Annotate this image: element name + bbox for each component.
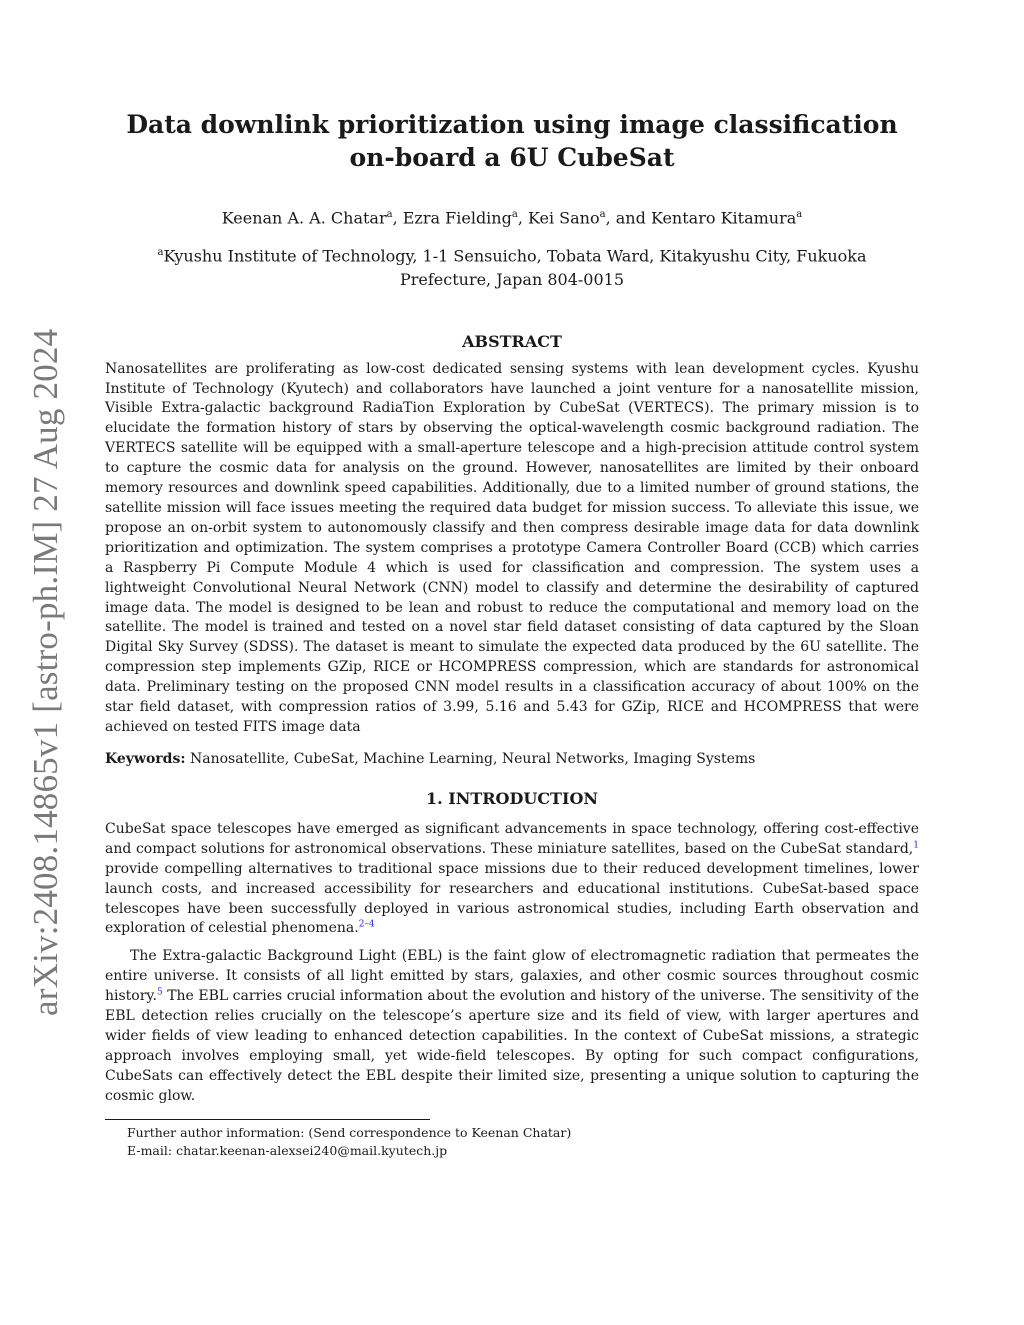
author-name: Ezra Fielding: [402, 208, 512, 228]
paragraph-text: CubeSat space telescopes have emerged as significant advancements in space technology, offering cost-effective and compact solutions for astronomical observations. These miniature satellites, based on the CubeSat standard,: [105, 820, 919, 857]
affiliation-text: Kyushu Institute of Technology, 1-1 Sensuicho, Tobata Ward, Kitakyushu City, Fukuoka Prefecture, Japan 804-0015: [163, 246, 867, 289]
author-list: [105, 204, 919, 229]
author-affiliation-mark: a: [511, 209, 518, 220]
paragraph-text: The Extra-galactic Background Light (EBL) is the faint glow of electromagnetic radiation that permeates the entire universe. It consists of all light emitted by stars, galaxies, and other cosmic sources throughout cosmic history.: [105, 948, 919, 1005]
paper-title: [105, 108, 919, 174]
author-affiliation-mark: a: [796, 209, 803, 220]
author-separator: ,: [517, 208, 528, 228]
author-name: Kei Sano: [527, 208, 600, 228]
paper-page: [105, 108, 919, 1160]
footnote-divider: [105, 1119, 430, 1120]
keywords-text: Nanosatellite, CubeSat, Machine Learning, Neural Networks, Imaging Systems: [189, 750, 756, 767]
keywords-line: [105, 749, 919, 769]
paragraph-text: provide compelling alternatives to traditional space missions due to their reduced development timelines, lower launch costs, and increased accessibility for researchers and educational institutions. CubeSat-based space telescopes have been successfully deployed in various astronomical studies, including Earth observation and exploration of celestial phenomena.: [105, 860, 919, 937]
footnote-author-info: Further author information: (Send correspondence to Keenan Chatar): [127, 1124, 572, 1140]
author-affiliation-mark: a: [386, 209, 393, 220]
author-separator: , and: [605, 208, 651, 228]
citation-link[interactable]: 2–4: [358, 919, 375, 930]
introduction-paragraph-2: [105, 947, 919, 1106]
author-name: Keenan A. A. Chatar: [221, 208, 387, 228]
citation-link[interactable]: 5: [156, 987, 163, 998]
abstract-text: Nanosatellites are proliferating as low-cost dedicated sensing systems with lean development cycles. Kyushu Institute of Technology (Kyutech) and collaborators have launched a joint venture for a nanosatellite mission, Visible Extra-galactic background RadiaTion Exploration by CubeSat (VERTECS). The primary mission is to elucidate the formation history of stars by observing the optical-wavelength cosmic background radiation. The VERTECS satellite will be equipped with a small-aperture telescope and a high-precision attitude control system to capture the cosmic data for analysis on the ground. However, nanosatellites are limited by their onboard memory resources and downlink speed capabilities. Additionally, due to a limited number of ground stations, the satellite mission will face issues meeting the required data budget for mission success. To alleviate this issue, we propose an on-orbit system to autonomously classify and then compress desirable image data for data downlink prioritization and optimization. The system comprises a prototype Camera Controller Board (CCB) which carries a Raspberry Pi Compute Module 4 which is used for classification and compression. The system uses a lightweight Convolutional Neural Network (CNN) model to classify and determine the desirability of captured image data. The model is designed to be lean and robust to reduce the computational and memory load on the satellite. The model is trained and tested on a novel star field dataset consisting of data captured by the Sloan Digital Sky Survey (SDSS). The dataset is meant to simulate the expected data produced by the 6U satellite. The compression step implements GZip, RICE or HCOMPRESS compression, which are standards for astronomical data. Preliminary testing on the proposed CNN model results in a classification accuracy of about 100% on the star field dataset, with compression ratios of 3.99, 5.16 and 5.43 for GZip, RICE and HCOMPRESS that were achieved on tested FITS image data: [105, 360, 919, 735]
introduction-heading: 1. INTRODUCTION: [425, 788, 599, 808]
citation-link[interactable]: 1: [913, 840, 919, 851]
arxiv-identifier-stamp: arXiv:2408.14865v1 [astro-ph.IM] 27 Aug 2024: [26, 328, 65, 1016]
title-line-1: Data downlink prioritization using image classification: [126, 110, 898, 139]
author-name: Kentaro Kitamura: [650, 208, 797, 228]
affiliation-mark: a: [157, 247, 164, 259]
abstract-heading: ABSTRACT: [462, 331, 562, 351]
introduction-paragraph-1: [105, 820, 919, 939]
title-line-2: on-board a 6U CubeSat: [349, 143, 675, 172]
keywords-label: Keywords:: [105, 750, 186, 767]
author-affiliation-mark: a: [599, 209, 606, 220]
paragraph-text: The EBL carries crucial information about the evolution and history of the universe. The sensitivity of the EBL detection relies crucially on the telescope’s aperture size and its field of view, with larger apertures and wider fields of view leading to enhanced detection capabilities. In the context of CubeSat missions, a strategic approach involves employing small, yet wide-field telescopes. By opting for such compact configurations, CubeSats can effectively detect the EBL despite their limited size, presenting a unique solution to capturing the cosmic glow.: [105, 988, 919, 1104]
author-separator: ,: [392, 208, 403, 228]
footnote-email: E-mail: chatar.keenan-alexsei240@mail.kyutech.jp: [127, 1142, 448, 1158]
affiliation: [115, 241, 909, 290]
